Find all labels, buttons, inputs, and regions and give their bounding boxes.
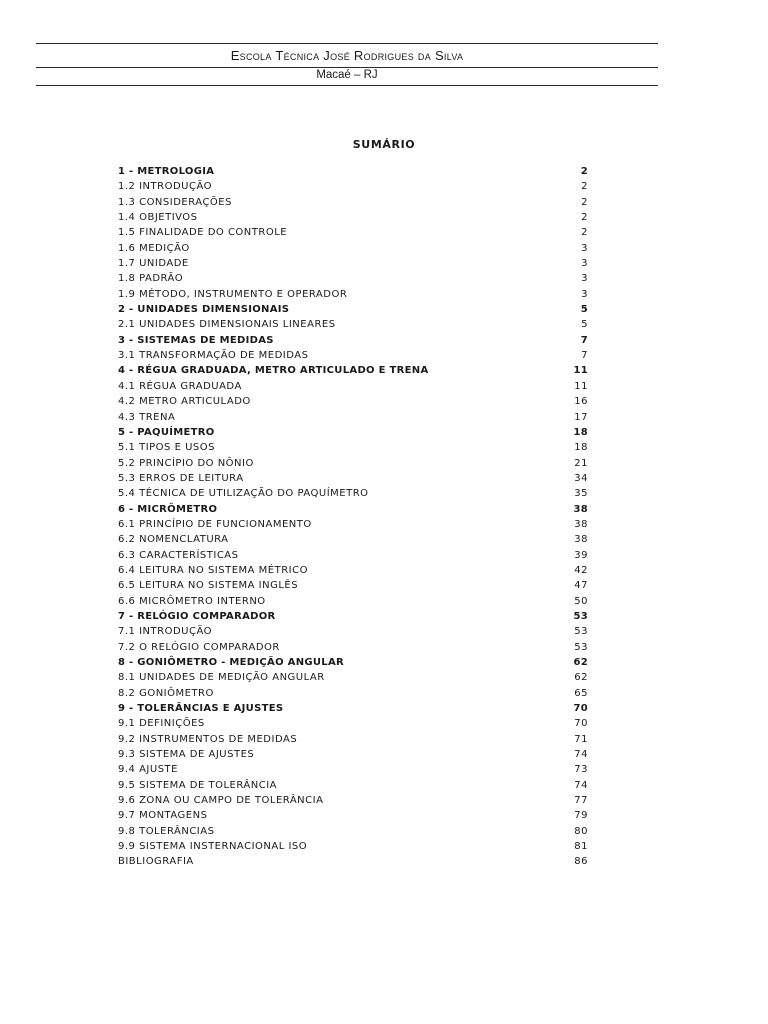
toc-subsection-row [118,548,588,563]
toc-entry-label: 9.8 TOLERÂNCIAS [118,825,215,837]
toc-entry-page: 38 [574,518,588,530]
toc-entry-label: 3.1 TRANSFORMAÇÃO DE MEDIDAS [118,350,309,362]
toc-subsection-row [118,471,588,486]
toc-entry-label: 9.6 ZONA OU CAMPO DE TOLERÂNCIA [118,795,324,807]
toc-subsection-row [118,210,588,225]
toc-entry-page: 2 [580,166,588,177]
toc-entry-page: 77 [574,795,588,807]
toc-entry-page: 38 [573,503,588,515]
toc-subsection-row [118,440,588,455]
toc-entry-page: 2 [581,212,588,224]
toc-entry-label: 5.2 PRINCÍPIO DO NÔNIO [118,457,254,469]
toc-entry-label: 5.3 ERROS DE LEITURA [118,472,244,484]
toc-entry-label: 2 - UNIDADES DIMENSIONAIS [118,304,290,316]
toc-subsection-row [118,456,588,471]
toc-section-row [118,425,588,440]
toc-entry-label: 1.9 MÉTODO, INSTRUMENTO E OPERADOR [118,288,348,300]
toc-entry-label: 4.1 RÉGUA GRADUADA [118,380,242,392]
toc-entry-page: 65 [574,687,588,699]
toc-entry-page: 16 [574,396,588,408]
toc-subsection-row [118,732,588,747]
toc-subsection-row [118,225,588,240]
toc-subsection-row [118,854,588,869]
toc-entry-label: 6.2 NOMENCLATURA [118,534,229,546]
toc-section-row [118,164,588,179]
toc-subsection-row [118,179,588,194]
header-bottom-rule [36,85,658,86]
toc-subsection-row [118,686,588,701]
toc-entry-page: 3 [581,288,588,300]
toc-entry-label: 9 - TOLERÂNCIAS E AJUSTES [118,703,284,715]
toc-entry-page: 7 [580,334,588,346]
toc-subsection-row [118,578,588,593]
toc-entry-page: 86 [574,856,588,868]
toc-subsection-row [118,394,588,409]
toc-entry-page: 53 [574,641,588,653]
toc-entry-label: 1.8 PADRÃO [118,273,184,285]
toc-entry-label: 9.2 INSTRUMENTOS DE MEDIDAS [118,733,298,745]
toc-subsection-row [118,195,588,210]
toc-entry-page: 62 [573,657,588,668]
toc-entry-page: 62 [574,672,588,684]
toc-entry-label: 7 - RELÓGIO COMPARADOR [118,610,276,622]
toc-section-row [118,333,588,348]
toc-entry-label: 5 - PAQUÍMETRO [118,426,215,438]
toc-entry-label: 6.3 CARACTERÍSTICAS [118,549,239,561]
toc-subsection-row [118,808,588,823]
toc-entry-label: 6.4 LEITURA NO SISTEMA MÉTRICO [118,564,308,576]
toc-subsection-row [118,486,588,501]
toc-subsection-row [118,271,588,286]
toc-entry-page: 18 [574,442,588,454]
toc-entry-label: 9.5 SISTEMA DE TOLERÂNCIA [118,779,278,791]
toc-entry-page: 47 [574,580,588,592]
toc-subsection-row [118,348,588,363]
toc-subsection-row [118,256,588,271]
toc-subsection-row [118,517,588,532]
toc-subsection-row [118,839,588,854]
toc-entry-label: 1.3 CONSIDERAÇÕES [118,196,232,208]
toc-entry-page: 79 [574,810,588,822]
toc-entry-page: 3 [581,242,588,254]
toc-entry-label: 4 - RÉGUA GRADUADA, METRO ARTICULADO E TRENA [118,365,429,377]
toc-entry-label: 1.6 MEDIÇÃO [118,242,190,254]
school-name: Escola Técnica José Rodrigues da Silva [230,48,464,63]
toc-entry-label: 1.4 OBJETIVOS [118,212,198,224]
toc-entry-label: 8.1 UNIDADES DE MEDIÇÃO ANGULAR [118,672,325,684]
toc-entry-page: 18 [573,426,588,438]
toc-entry-page: 3 [581,273,588,285]
toc-entry-page: 17 [574,411,588,423]
toc-entry-page: 81 [574,841,588,853]
toc-entry-label: 5.1 TIPOS E USOS [118,442,215,454]
toc-entry-label: 2.1 UNIDADES DIMENSIONAIS LINEARES [118,319,336,331]
toc-entry-page: 5 [581,319,588,331]
toc-subsection-row [118,778,588,793]
toc-entry-label: 1.5 FINALIDADE DO CONTROLE [118,227,288,239]
toc-entry-page: 3 [581,258,588,270]
toc-entry-page: 2 [581,181,588,193]
toc-entry-label: 8.2 GONIÔMETRO [118,687,214,699]
toc-entry-label: 3 - SISTEMAS DE MEDIDAS [118,334,274,346]
toc-entry-label: BIBLIOGRAFIA [118,856,194,868]
toc-entry-page: 42 [574,564,588,576]
toc-entry-page: 73 [574,764,588,776]
toc-entry-label: 6 - MICRÔMETRO [118,503,218,515]
toc-entry-page: 34 [574,472,588,484]
document-header [36,43,658,86]
toc-entry-label: 6.5 LEITURA NO SISTEMA INGLÊS [118,580,299,592]
toc-section-row [118,609,588,624]
toc-entry-label: 7.1 INTRODUÇÃO [118,626,212,638]
toc-entry-label: 9.4 AJUSTE [118,764,178,776]
toc-entry-label: 1.2 INTRODUÇÃO [118,181,212,193]
toc-section-row [118,302,588,317]
toc-subsection-row [118,410,588,425]
toc-subsection-row [118,287,588,302]
toc-entry-page: 38 [574,534,588,546]
toc-entry-label: 4.3 TRENA [118,411,176,423]
toc-entry-label: 1.7 UNIDADE [118,258,189,270]
toc-section-row [118,655,588,670]
toc-entry-page: 2 [581,196,588,208]
toc-subsection-row [118,317,588,332]
toc-section-row [118,363,588,378]
toc-entry-page: 2 [581,227,588,239]
toc-subsection-row [118,747,588,762]
toc-section-row [118,502,588,517]
toc-subsection-row [118,670,588,685]
toc-entry-label: 9.3 SISTEMA DE AJUSTES [118,749,255,761]
toc-entry-page: 21 [574,457,588,469]
toc-entry-page: 80 [574,825,588,837]
toc-title: SUMÁRIO [352,138,416,151]
toc-subsection-row [118,379,588,394]
toc-entry-label: 4.2 METRO ARTICULADO [118,396,251,408]
toc-entry-page: 71 [574,733,588,745]
toc-subsection-row [118,532,588,547]
toc-entry-page: 74 [574,749,588,761]
toc-entry-label: 6.1 PRINCÍPIO DE FUNCIONAMENTO [118,518,312,530]
toc-entry-label: 9.9 SISTEMA INSTERNACIONAL ISO [118,841,308,853]
toc-entry-page: 11 [573,365,588,377]
toc-subsection-row [118,640,588,655]
toc-subsection-row [118,762,588,777]
toc-entry-label: 9.1 DEFINIÇÕES [118,718,205,730]
toc-section-row [118,701,588,716]
toc-subsection-row [118,624,588,639]
toc-subsection-row [118,716,588,731]
toc-subsection-row [118,594,588,609]
toc-entry-page: 11 [574,380,588,392]
toc-entry-page: 5 [580,304,588,316]
toc-entry-label: 6.6 MICRÔMETRO INTERNO [118,595,266,607]
toc-entry-page: 53 [573,610,588,622]
toc-entry-page: 74 [574,779,588,791]
toc-subsection-row [118,563,588,578]
toc-entry-page: 70 [573,703,588,715]
toc-entry-page: 53 [574,626,588,638]
toc-entry-page: 7 [581,350,588,362]
toc-entry-label: 9.7 MONTAGENS [118,810,208,822]
toc-entry-page: 35 [574,488,588,500]
toc-entry-page: 39 [574,549,588,561]
toc-entry-label: 1 - METROLOGIA [118,166,215,177]
toc-entry-page: 70 [574,718,588,730]
toc-entry-label: 7.2 O RELÓGIO COMPARADOR [118,641,280,653]
city-name: Macaé – RJ [316,69,378,81]
toc-entry-label: 5.4 TÉCNICA DE UTILIZAÇÃO DO PAQUÍMETRO [118,488,369,500]
toc-subsection-row [118,241,588,256]
toc-subsection-row [118,824,588,839]
toc-subsection-row [118,793,588,808]
toc-entry-label: 8 - GONIÔMETRO - MEDIÇÃO ANGULAR [118,657,345,668]
toc-entry-page: 50 [574,595,588,607]
table-of-contents [118,164,588,870]
